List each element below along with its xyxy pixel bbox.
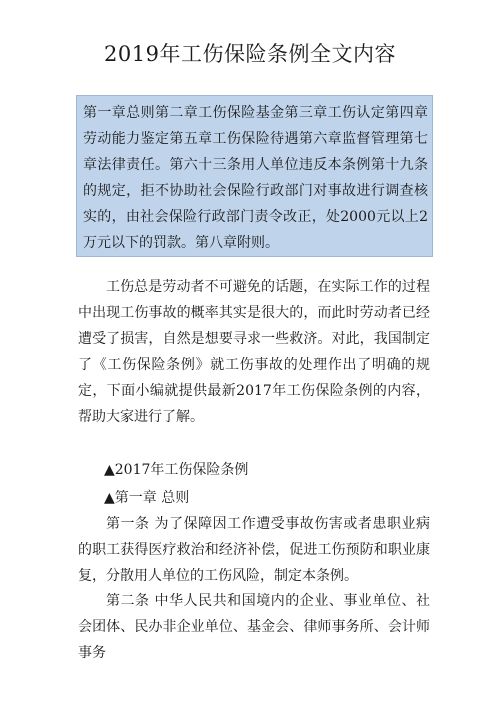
chapter-heading: ▲第一章 总则 (104, 490, 190, 506)
document-title: 2019年工伤保险条例全文内容 (104, 42, 396, 66)
article-2-paragraph: 第二条 中华人民共和国境内的企业、事业单位、社会团体、民办非企业单位、基金会、律师事务所、会计师事务 (78, 593, 430, 661)
highlighted-summary: 第一章总则第二章工伤保险基金第三章工伤认定第四章劳动能力鉴定第五章工伤保险待遇第六章监督管理第七章法律责任。第六十三条用人单位违反本条例第十九条的规定，拒不协助社会保险行政部门对事故进行调查核实的，由社会保险行政部门责令改正，处2000元以上2万元以下的罚款。第八章附则。 (76, 95, 433, 257)
section-heading: ▲2017年工伤保险条例 (104, 462, 249, 478)
article-1-paragraph: 第一条 为了保障因工作遭受事故伤害或者患职业病的职工获得医疗救治和经济补偿，促进工伤预防和职业康复，分散用人单位的工伤风险，制定本条例。 (78, 516, 430, 584)
intro-paragraph: 工伤总是劳动者不可避免的话题，在实际工作的过程中出现工伤事故的概率其实是很大的，而此时劳动者已经遭受了损害，自然是想要寻求一些救济。对此，我国制定了《工伤保险条例》就工伤事故的处理作出了明确的规定，下面小编就提供最新2017年工伤保险条例的内容，帮助大家进行了解。 (78, 279, 430, 425)
